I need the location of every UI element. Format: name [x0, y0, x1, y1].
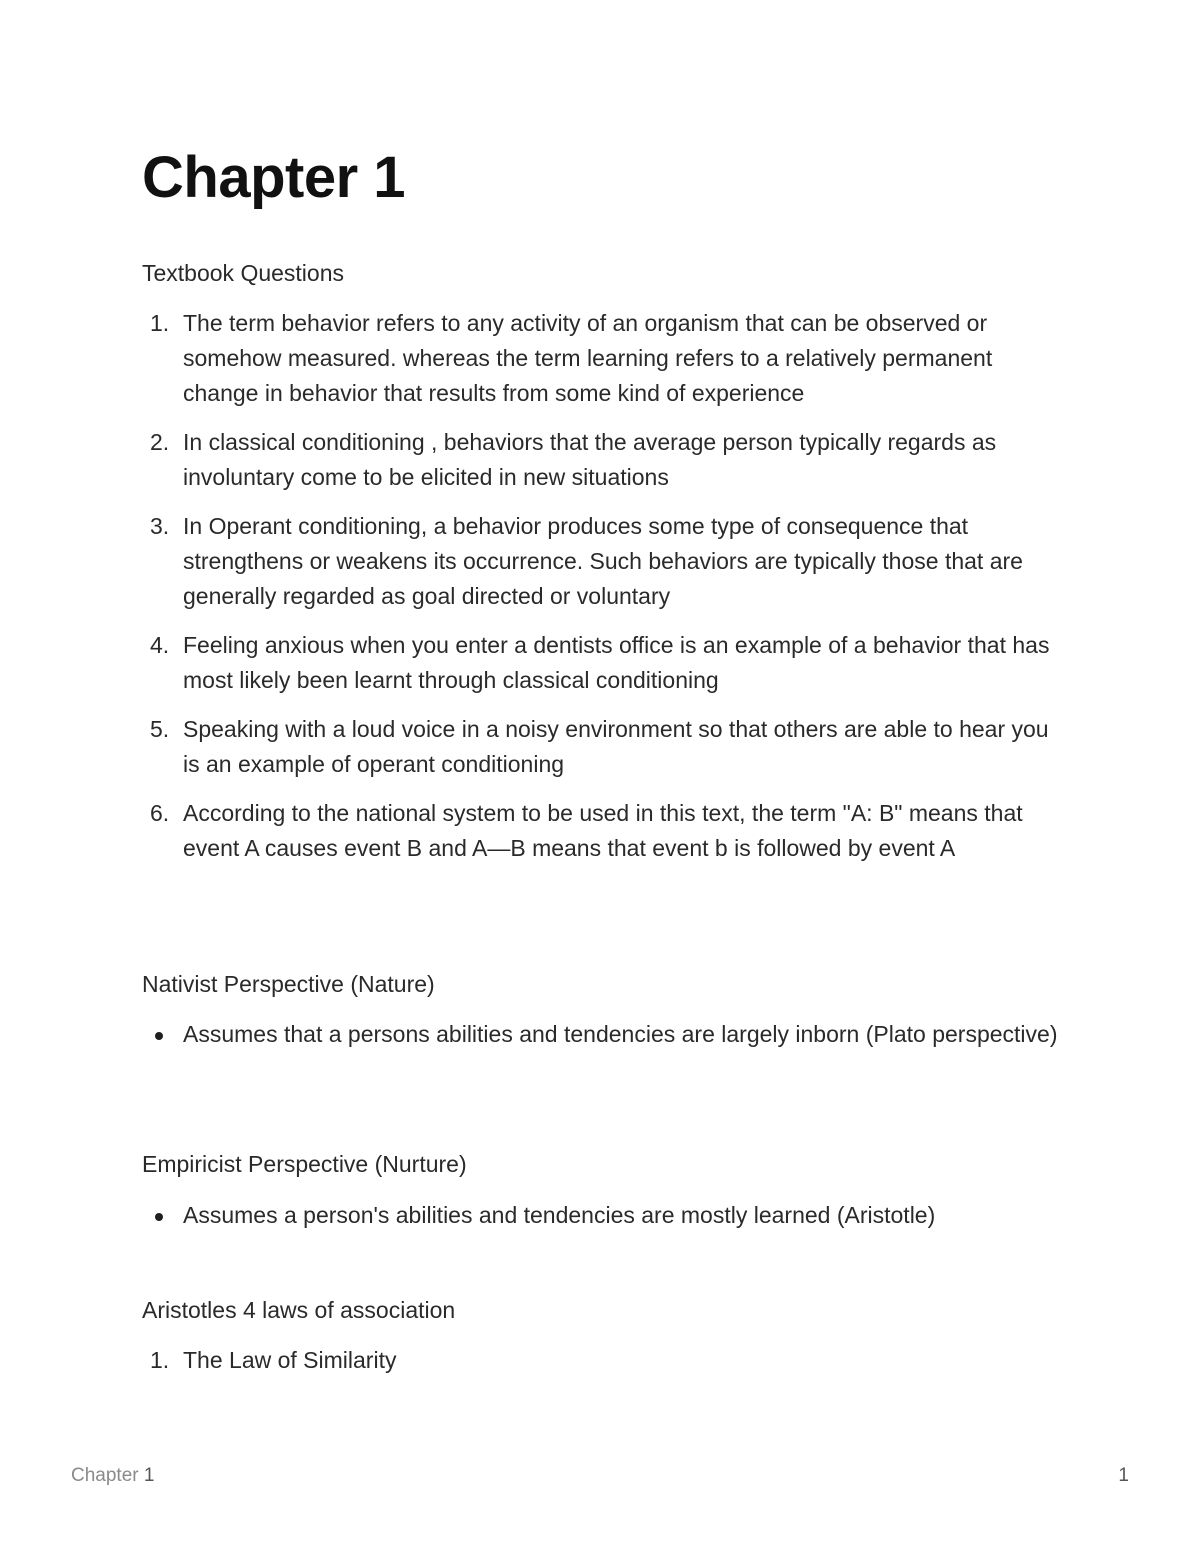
list-item — [142, 628, 1062, 698]
bullet-icon — [155, 1213, 163, 1221]
bullet-icon — [155, 1032, 163, 1040]
section-heading-textbook: Textbook Questions — [142, 260, 345, 286]
list-marker: 1. — [150, 1347, 170, 1373]
list-item-text: Feeling anxious when you enter a dentists office is an example of a behavior that has most likely been learnt through classical conditioning — [183, 632, 1050, 693]
section-heading-empiricist: Empiricist Perspective (Nurture) — [142, 1151, 467, 1177]
list-item — [142, 425, 1062, 495]
list-item-text: According to the national system to be used in this text, the term "A: B" means that event A causes event B and A—B means that event b is followed by event A — [183, 800, 1023, 861]
list-item — [142, 796, 1062, 866]
list-marker: 3. — [150, 513, 170, 539]
list-marker: 2. — [150, 429, 170, 455]
footer-chapter-text: Chapter — [71, 1465, 139, 1486]
list-marker: 4. — [150, 632, 170, 658]
list-item-text: The Law of Similarity — [183, 1347, 397, 1373]
list-item-text: In classical conditioning , behaviors that the average person typically regards as involuntary come to be elicited in new situations — [183, 429, 997, 490]
list-marker: 1. — [150, 310, 170, 336]
footer-chapter-label — [71, 1463, 154, 1489]
list-item — [142, 712, 1062, 782]
list-marker: 6. — [150, 800, 170, 826]
nativist-list — [142, 1017, 1062, 1066]
list-item — [142, 1343, 1062, 1378]
list-item — [142, 509, 1062, 614]
footer-chapter-number: 1 — [143, 1465, 155, 1486]
empiricist-list — [142, 1198, 1062, 1247]
list-item-text: Speaking with a loud voice in a noisy environment so that others are able to hear you is an example of operant conditioning — [183, 716, 1049, 777]
list-item — [142, 1198, 1062, 1233]
list-item-text: Assumes a person's abilities and tendencies are mostly learned (Aristotle) — [183, 1202, 936, 1228]
list-item-text: In Operant conditioning, a behavior produces some type of consequence that strengthens or weakens its occurrence. Such behaviors are typically those that are generally regarded as goal directed or voluntary — [183, 513, 1023, 609]
list-marker: 5. — [150, 716, 170, 742]
page-title: Chapter 1 — [142, 145, 406, 210]
section-heading-aristotle: Aristotles 4 laws of association — [142, 1297, 456, 1323]
textbook-questions-list — [142, 306, 1062, 880]
list-item — [142, 306, 1062, 411]
list-item-text: The term behavior refers to any activity of an organism that can be observed or somehow measured. whereas the term learning refers to a relatively permanent change in behavior that results from some kind of experience — [183, 310, 993, 406]
footer-page-number: 1 — [1118, 1465, 1129, 1486]
list-item-text: Assumes that a persons abilities and tendencies are largely inborn (Plato perspective) — [183, 1021, 1058, 1047]
list-item — [142, 1017, 1062, 1052]
aristotle-laws-list — [142, 1343, 1062, 1392]
section-heading-nativist: Nativist Perspective (Nature) — [142, 971, 435, 997]
